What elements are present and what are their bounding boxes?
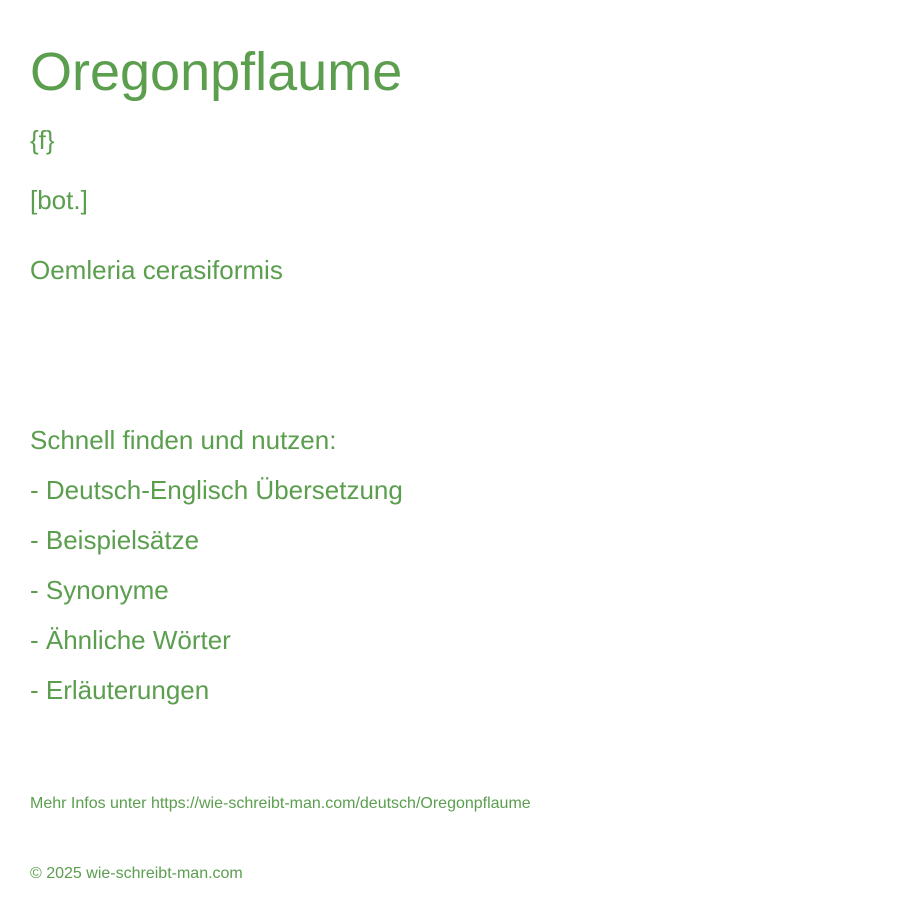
- more-info-line: [30, 794, 531, 814]
- feature-item-translation: - Deutsch-Englisch Übersetzung: [30, 475, 403, 505]
- more-info-prefix: Mehr Infos unter: [30, 795, 151, 812]
- copyright-notice: © 2025 wie-schreibt-man.com: [30, 865, 243, 882]
- page-title: Oregonpflaume: [30, 42, 403, 102]
- subject-domain-tag: [bot.]: [30, 185, 88, 215]
- feature-item-example-sentences: - Beispielsätze: [30, 525, 200, 555]
- features-list: [30, 424, 403, 724]
- feature-item-explanations: - Erläuterungen: [30, 675, 210, 705]
- feature-item-similar-words: - Ähnliche Wörter: [30, 625, 231, 655]
- features-heading: Schnell finden und nutzen:: [30, 425, 337, 455]
- feature-item-synonyms: - Synonyme: [30, 575, 169, 605]
- grammatical-gender: {f}: [30, 125, 55, 155]
- scientific-name: Oemleria cerasiformis: [30, 255, 283, 285]
- more-info-link[interactable]: https://wie-schreibt-man.com/deutsch/Oregonpflaume: [150, 795, 531, 812]
